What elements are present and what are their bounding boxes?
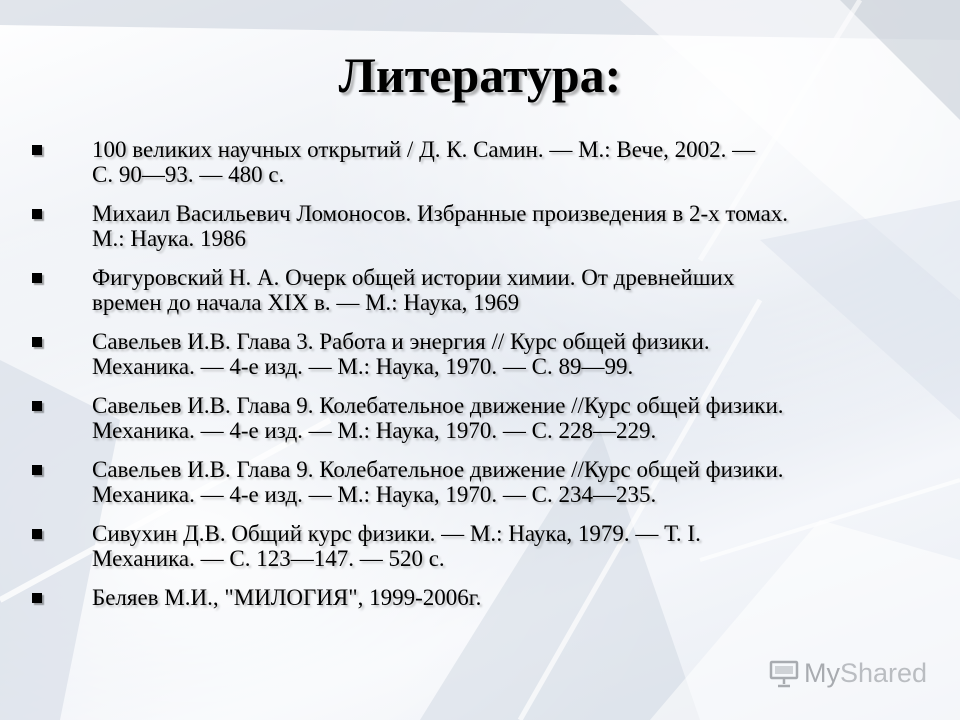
item-line: Механика. — 4-е изд. — М.: Наука, 1970. — С. 228—229.	[92, 418, 657, 443]
item-line: 100 великих научных открытий / Д. К. Самин. — М.: Вече, 2002. —	[92, 137, 756, 162]
item-line: Механика. — 4-е изд. — М.: Наука, 1970. — С. 89—99.	[92, 354, 634, 379]
square-bullet-icon	[32, 529, 42, 539]
item-line: Михаил Васильевич Ломоносов. Избранные произведения в 2-х томах.	[92, 201, 789, 226]
square-bullet-icon	[32, 145, 42, 155]
square-bullet-icon	[32, 209, 42, 219]
item-line: Механика. — С. 123—147. — 520 с.	[92, 546, 445, 571]
bibliography-item-6	[24, 457, 924, 507]
square-bullet-icon	[32, 401, 42, 411]
bibliography-item-5	[24, 393, 924, 443]
bibliography-item-1	[24, 137, 924, 187]
square-bullet-icon	[32, 593, 42, 603]
watermark-shared-text: Shared	[840, 657, 928, 688]
myshared-watermark	[768, 656, 927, 690]
watermark-my-text: My	[804, 657, 840, 688]
square-bullet-icon	[32, 273, 42, 283]
bibliography-item-3	[24, 265, 924, 315]
slide-title: Литература:	[338, 47, 622, 103]
bibliography-item-7	[24, 521, 924, 571]
item-line: Савельев И.В. Глава 3. Работа и энергия // Курс общей физики.	[92, 329, 710, 354]
item-line: Беляев М.И., "МИЛОГИЯ", 1999-2006г.	[92, 585, 482, 610]
item-line: Сивухин Д.В. Общий курс физики. — М.: Наука, 1979. — Т. I.	[92, 521, 701, 546]
square-bullet-icon	[32, 465, 42, 475]
item-line: времен до начала XIX в. — М.: Наука, 1969	[92, 290, 520, 315]
item-line: М.: Наука. 1986	[92, 226, 247, 251]
item-line: Савельев И.В. Глава 9. Колебательное движение //Курс общей физики.	[92, 393, 784, 418]
projector-screen-icon	[768, 657, 800, 689]
square-bullet-icon	[32, 337, 42, 347]
item-line: Фигуровский Н. А. Очерк общей истории химии. От древнейших	[92, 265, 735, 290]
bibliography-list	[24, 137, 924, 624]
bibliography-item-8	[24, 585, 924, 610]
item-line: Механика. — 4-е изд. — М.: Наука, 1970. — С. 234—235.	[92, 482, 657, 507]
bibliography-item-4	[24, 329, 924, 379]
bibliography-item-2	[24, 201, 924, 251]
item-line: С. 90—93. — 480 с.	[92, 162, 285, 187]
item-line: Савельев И.В. Глава 9. Колебательное движение //Курс общей физики.	[92, 457, 784, 482]
